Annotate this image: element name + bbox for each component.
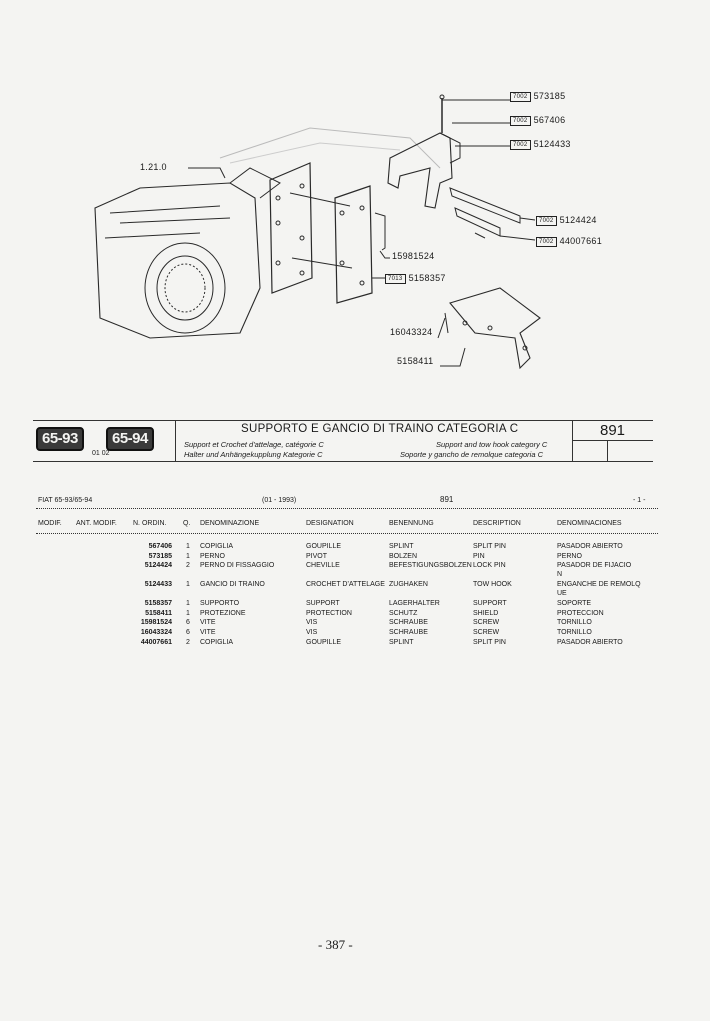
col-denominazione: DENOMINAZIONE [200,520,260,527]
pagebox-tick [607,441,608,461]
subtitle-fr: Support et Crochet d'attelage, catégorie C [184,440,324,449]
header-divider-right [572,420,573,462]
model-badge-65-94: 65-94 [106,427,154,451]
pagebox-rule [572,440,653,441]
callout-5158411: 5158411 [397,356,434,366]
exploded-parts-diagram [80,88,640,388]
subtitle-en: Support and tow hook category C [436,440,548,449]
callout-15981524: 15981524 [392,251,435,261]
col-description: DESCRIPTION [473,520,521,527]
callout-5124424: 7002 5124424 [536,215,597,226]
callout-567406: 7002 567406 [510,115,565,126]
model-badge-65-93: 65-93 [36,427,84,451]
header-divider-left [175,420,176,462]
sheet-label: - 1 - [633,497,646,504]
table-code: 891 [600,422,626,439]
page-title: SUPPORTO E GANCIO DI TRAINO CATEGORIA C [241,423,519,435]
date-code: 01 02 [92,450,110,457]
page-number: - 387 - [318,937,353,952]
callout-5124433: 7002 5124433 [510,139,571,150]
callout-5158357: 7013 5158357 [385,273,446,284]
model-label: FIAT 65-93/65-94 [38,497,93,504]
code-label: 891 [440,495,454,504]
col-designation: DESIGNATION [306,520,354,527]
header-top-rule [33,420,653,421]
col-benennung: BENENNUNG [389,520,434,527]
callout-573185: 7002 573185 [510,91,565,102]
col-ant-modif: ANT. MODIF. [76,520,117,527]
header-bottom-rule [33,461,653,462]
col-denominaciones: DENOMINACIONES [557,520,622,527]
info-rule [36,508,658,509]
callout-44007661: 7002 44007661 [536,236,602,247]
period-label: (01 - 1993) [262,497,297,504]
col-qty: Q. [183,520,191,527]
col-modif: MODIF. [38,520,62,527]
subtitle-es: Soporte y gancho de remolque categoria C [400,450,544,459]
table-header-rule [36,533,658,534]
callout-1-21-0: 1.21.0 [140,162,167,172]
col-n-ordin: N. ORDIN. [133,520,167,527]
callout-16043324: 16043324 [390,327,433,337]
subtitle-de: Halter und Anhängekupplung Kategorie C [184,450,323,459]
